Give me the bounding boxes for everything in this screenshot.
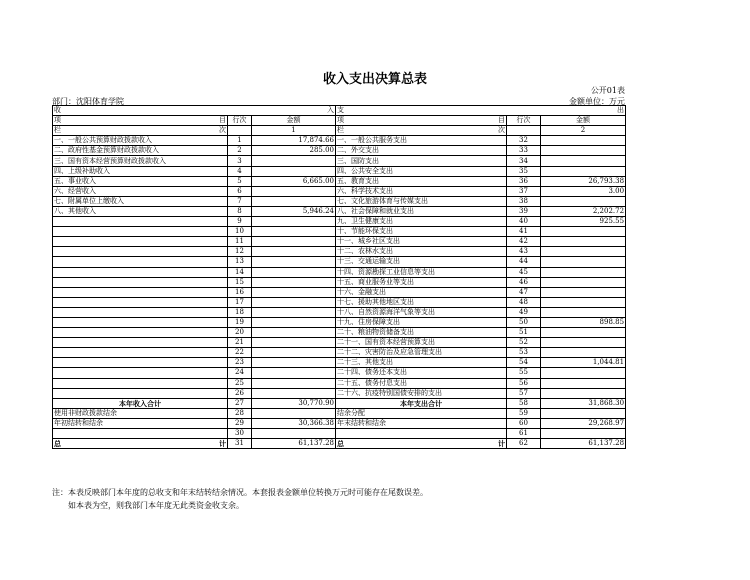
income-amount	[252, 257, 336, 267]
note-2: 如本表为空，则我部门本年度无此类资金收支余。	[68, 501, 244, 510]
income-amount	[252, 287, 336, 297]
table-row	[53, 186, 626, 196]
expense-row-no: 34	[507, 156, 541, 166]
income-row-no: 27	[228, 398, 252, 408]
table-row	[53, 388, 626, 398]
income-amount: 30,366.38	[252, 418, 336, 428]
income-item	[53, 257, 228, 267]
table-row	[53, 338, 626, 348]
expense-row-no: 43	[507, 247, 541, 257]
income-item	[53, 358, 228, 368]
expense-row-no: 47	[507, 287, 541, 297]
income-amount	[252, 307, 336, 317]
expense-amount	[541, 166, 626, 176]
income-amount	[252, 267, 336, 277]
table-row	[53, 378, 626, 388]
income-item	[53, 297, 228, 307]
table-row	[53, 247, 626, 257]
income-row-no: 19	[228, 317, 252, 327]
income-amount	[252, 277, 336, 287]
income-amount: 6,665.00	[252, 176, 336, 186]
table-row	[53, 297, 626, 307]
income-amount	[252, 186, 336, 196]
income-row-no: 10	[228, 227, 252, 237]
income-amount	[252, 408, 336, 418]
income-row-no: 2	[228, 146, 252, 156]
income-amount	[252, 156, 336, 166]
expense-row-no: 36	[507, 176, 541, 186]
income-amount	[252, 166, 336, 176]
income-row-no: 21	[228, 338, 252, 348]
expense-item-label: 项	[337, 116, 345, 125]
income-item	[53, 307, 228, 317]
income-item: 八、其他收入	[53, 206, 228, 216]
income-amount: 285.00	[252, 146, 336, 156]
income-row-no: 8	[228, 206, 252, 216]
table-row	[53, 287, 626, 297]
income-amount	[252, 328, 336, 338]
expense-row-no: 35	[507, 166, 541, 176]
expense-row-no: 60	[507, 418, 541, 428]
table-row	[53, 328, 626, 338]
expense-item: 十六、金融支出	[336, 287, 507, 297]
expense-amount	[541, 156, 626, 166]
expense-amount: 61,137.28	[541, 439, 626, 449]
income-item: 六、经营收入	[53, 186, 228, 196]
expense-amount	[541, 277, 626, 287]
expense-amount-header: 金额	[541, 116, 626, 126]
total-row	[53, 408, 626, 418]
section-header-row	[53, 106, 626, 116]
table-row	[53, 206, 626, 216]
income-item	[53, 338, 228, 348]
income-row-no: 7	[228, 196, 252, 206]
expense-row-no: 38	[507, 196, 541, 206]
income-item	[53, 237, 228, 247]
table-row	[53, 257, 626, 267]
expense-item: 本年支出合计	[336, 398, 507, 408]
expense-column-blank	[507, 126, 541, 136]
income-row-no: 22	[228, 348, 252, 358]
income-item	[53, 368, 228, 378]
income-row-no: 13	[228, 257, 252, 267]
department-label: 部门：沈阳体育学院	[52, 97, 124, 106]
expense-item: 七、文化旅游体育与传媒支出	[336, 196, 507, 206]
expense-amount	[541, 297, 626, 307]
expense-row-no: 44	[507, 257, 541, 267]
income-item	[53, 287, 228, 297]
income-row-no: 1	[228, 136, 252, 146]
expense-item: 九、卫生健康支出	[336, 217, 507, 227]
expense-amount	[541, 146, 626, 156]
table-row	[53, 156, 626, 166]
income-item	[53, 247, 228, 257]
expense-row-no: 46	[507, 277, 541, 287]
expense-row-no: 56	[507, 378, 541, 388]
expense-item: 一、一般公共服务支出	[336, 136, 507, 146]
expense-item: 十七、援助其他地区支出	[336, 297, 507, 307]
income-column-blank	[228, 126, 252, 136]
income-amount-header: 金额	[252, 116, 336, 126]
income-item	[53, 378, 228, 388]
expense-amount	[541, 378, 626, 388]
income-row-no: 15	[228, 277, 252, 287]
expense-column-label-cell	[336, 126, 507, 136]
expense-grand-total-label	[336, 439, 507, 449]
expense-amount: 898.85	[541, 317, 626, 327]
income-amount	[252, 227, 336, 237]
grand-total-label-end: 计	[498, 439, 506, 449]
expense-item: 六、科学技术支出	[336, 186, 507, 196]
expense-amount	[541, 257, 626, 267]
expense-item: 二十六、抗疫特别国债安排的支出	[336, 388, 507, 398]
notes	[52, 486, 428, 512]
expense-amount	[541, 237, 626, 247]
expense-item: 二十三、其他支出	[336, 358, 507, 368]
expense-amount	[541, 136, 626, 146]
expense-item: 十二、农林水支出	[336, 247, 507, 257]
income-item: 五、事业收入	[53, 176, 228, 186]
expense-row-no: 57	[507, 388, 541, 398]
income-row-no: 6	[228, 186, 252, 196]
expense-item: 三、国防支出	[336, 156, 507, 166]
expense-amount	[541, 247, 626, 257]
table-row	[53, 196, 626, 206]
form-number: 公开01表	[590, 86, 625, 95]
table-row	[53, 176, 626, 186]
table-row	[53, 267, 626, 277]
income-amount	[252, 338, 336, 348]
income-item: 七、附属单位上缴收入	[53, 196, 228, 206]
expense-amount	[541, 307, 626, 317]
income-row-no: 26	[228, 388, 252, 398]
expense-item: 十八、自然资源海洋气象等支出	[336, 307, 507, 317]
income-row-no: 9	[228, 217, 252, 227]
unit-label: 金额单位：万元	[569, 97, 625, 106]
expense-amount	[541, 408, 626, 418]
income-item: 三、国有资本经营预算财政拨款收入	[53, 156, 228, 166]
expense-item: 十、节能环保支出	[336, 227, 507, 237]
expense-section-cell	[336, 106, 626, 116]
income-item: 一、一般公共预算财政拨款收入	[53, 136, 228, 146]
expense-amount: 26,793.38	[541, 176, 626, 186]
expense-row-no: 59	[507, 408, 541, 418]
income-row-no: 5	[228, 176, 252, 186]
income-amount	[252, 378, 336, 388]
expense-row-no: 55	[507, 368, 541, 378]
expense-section-label: 支	[337, 106, 345, 115]
expense-item: 二十、粮油物资储备支出	[336, 328, 507, 338]
income-row-no: 16	[228, 287, 252, 297]
expense-column-index: 2	[541, 126, 626, 136]
expense-row-no: 49	[507, 307, 541, 317]
expense-item	[336, 429, 507, 439]
expense-amount	[541, 328, 626, 338]
grand-total-label: 总	[337, 439, 345, 449]
income-item	[53, 429, 228, 439]
page-title: 收入支出决算总表	[322, 72, 427, 87]
expense-amount	[541, 267, 626, 277]
income-amount	[252, 358, 336, 368]
table-row	[53, 146, 626, 156]
income-row-no: 29	[228, 418, 252, 428]
expense-section-label-end: 出	[617, 106, 625, 115]
expense-row-no: 39	[507, 206, 541, 216]
expense-item-label-end: 目	[498, 116, 506, 125]
column-index-row	[53, 126, 626, 136]
income-item: 二、政府性基金预算财政拨款收入	[53, 146, 228, 156]
income-amount	[252, 247, 336, 257]
expense-amount: 3.00	[541, 186, 626, 196]
expense-item: 结余分配	[336, 408, 507, 418]
table-row	[53, 368, 626, 378]
income-item	[53, 277, 228, 287]
grand-total-label: 总	[54, 439, 61, 449]
expense-item: 年末结转和结余	[336, 418, 507, 428]
expense-amount: 925.55	[541, 217, 626, 227]
income-amount	[252, 348, 336, 358]
expense-row-no: 52	[507, 338, 541, 348]
expense-item-header	[336, 116, 507, 126]
total-row	[53, 418, 626, 428]
income-row-no: 3	[228, 156, 252, 166]
total-row	[53, 429, 626, 439]
table-row	[53, 227, 626, 237]
table-row	[53, 317, 626, 327]
table-row	[53, 136, 626, 146]
expense-row-no: 45	[507, 267, 541, 277]
expense-row-no: 32	[507, 136, 541, 146]
expense-row-no: 58	[507, 398, 541, 408]
income-row-no: 14	[228, 267, 252, 277]
income-item: 使用非财政拨款结余	[53, 408, 228, 418]
expense-amount	[541, 227, 626, 237]
expense-amount: 1,044.81	[541, 358, 626, 368]
income-amount	[252, 368, 336, 378]
income-item	[53, 227, 228, 237]
expense-item: 八、社会保障和就业支出	[336, 206, 507, 216]
expense-amount	[541, 388, 626, 398]
expense-item: 十一、城乡社区支出	[336, 237, 507, 247]
income-item: 本年收入合计	[53, 398, 228, 408]
income-row-no: 28	[228, 408, 252, 418]
income-row-no: 12	[228, 247, 252, 257]
income-column-label-end: 次	[219, 126, 226, 135]
expense-amount	[541, 196, 626, 206]
income-column-label-cell	[53, 126, 228, 136]
expense-item: 十五、商业服务业等支出	[336, 277, 507, 287]
income-amount: 30,770.90	[252, 398, 336, 408]
expense-row-no: 62	[507, 439, 541, 449]
income-item	[53, 217, 228, 227]
income-column-label: 栏	[54, 126, 61, 135]
expense-amount	[541, 348, 626, 358]
expense-row-no: 54	[507, 358, 541, 368]
income-item: 年初结转和结余	[53, 418, 228, 428]
income-column-index: 1	[252, 126, 336, 136]
grand-total-row	[53, 439, 626, 449]
income-section-label-end: 入	[327, 106, 335, 115]
expense-amount	[541, 338, 626, 348]
expense-item: 二十五、债务付息支出	[336, 378, 507, 388]
table-row	[53, 277, 626, 287]
expense-column-label: 栏	[337, 126, 345, 135]
income-amount	[252, 237, 336, 247]
table-row	[53, 237, 626, 247]
expense-row-no: 48	[507, 297, 541, 307]
expense-row-no: 41	[507, 227, 541, 237]
expense-item: 十四、资源勘探工业信息等支出	[336, 267, 507, 277]
income-row-no: 24	[228, 368, 252, 378]
income-item: 四、上级补助收入	[53, 166, 228, 176]
expense-amount: 31,868.30	[541, 398, 626, 408]
income-row-no: 4	[228, 166, 252, 176]
expense-item: 二十一、国有资本经营预算支出	[336, 338, 507, 348]
income-row-no: 23	[228, 358, 252, 368]
expense-item: 二十四、债务还本支出	[336, 368, 507, 378]
expense-row-no: 40	[507, 217, 541, 227]
expense-item: 二、外交支出	[336, 146, 507, 156]
table-row	[53, 217, 626, 227]
expense-item: 二十二、灾害防治及应急管理支出	[336, 348, 507, 358]
income-section-cell	[53, 106, 336, 116]
income-amount	[252, 196, 336, 206]
expense-row-no: 50	[507, 317, 541, 327]
expense-item: 五、教育支出	[336, 176, 507, 186]
income-row-no: 31	[228, 439, 252, 449]
income-item	[53, 317, 228, 327]
expense-item: 十三、交通运输支出	[336, 257, 507, 267]
income-row-no: 11	[228, 237, 252, 247]
income-item	[53, 348, 228, 358]
income-amount	[252, 429, 336, 439]
income-row-no: 30	[228, 429, 252, 439]
income-amount: 61,137.28	[252, 439, 336, 449]
expense-row-no: 37	[507, 186, 541, 196]
income-amount	[252, 388, 336, 398]
income-item-label-end: 目	[219, 116, 226, 125]
table-row	[53, 348, 626, 358]
income-row-no: 20	[228, 328, 252, 338]
income-item	[53, 328, 228, 338]
income-amount	[252, 217, 336, 227]
expense-column-label-end: 次	[498, 126, 506, 135]
income-item-label: 项	[54, 116, 61, 125]
expense-amount	[541, 287, 626, 297]
grand-total-label-end: 计	[219, 439, 226, 449]
expense-item: 十九、住房保障支出	[336, 317, 507, 327]
table-row	[53, 358, 626, 368]
expense-rowno-header: 行次	[507, 116, 541, 126]
income-row-no: 17	[228, 297, 252, 307]
income-row-no: 18	[228, 307, 252, 317]
income-item-header	[53, 116, 228, 126]
income-row-no: 25	[228, 378, 252, 388]
expense-amount: 2,202.72	[541, 206, 626, 216]
income-rowno-header: 行次	[228, 116, 252, 126]
income-item	[53, 388, 228, 398]
table-row	[53, 166, 626, 176]
expense-item: 四、公共安全支出	[336, 166, 507, 176]
expense-row-no: 42	[507, 237, 541, 247]
income-amount	[252, 317, 336, 327]
total-row	[53, 398, 626, 408]
expense-row-no: 51	[507, 328, 541, 338]
expense-amount	[541, 368, 626, 378]
expense-amount: 29,268.97	[541, 418, 626, 428]
income-amount: 5,946.24	[252, 206, 336, 216]
expense-amount	[541, 429, 626, 439]
expense-row-no: 61	[507, 429, 541, 439]
expense-row-no: 53	[507, 348, 541, 358]
income-section-label: 收	[54, 106, 61, 115]
expense-row-no: 33	[507, 146, 541, 156]
income-expense-table	[52, 105, 626, 449]
note-1: 注：本表反映部门本年度的总收支和年末结转结余情况。本套报表金额单位转换万元时可能存在尾数误差。	[52, 488, 428, 497]
table-row	[53, 307, 626, 317]
income-item	[53, 267, 228, 277]
column-header-row	[53, 116, 626, 126]
income-grand-total-label	[53, 439, 228, 449]
income-amount	[252, 297, 336, 307]
income-amount: 17,874.66	[252, 136, 336, 146]
